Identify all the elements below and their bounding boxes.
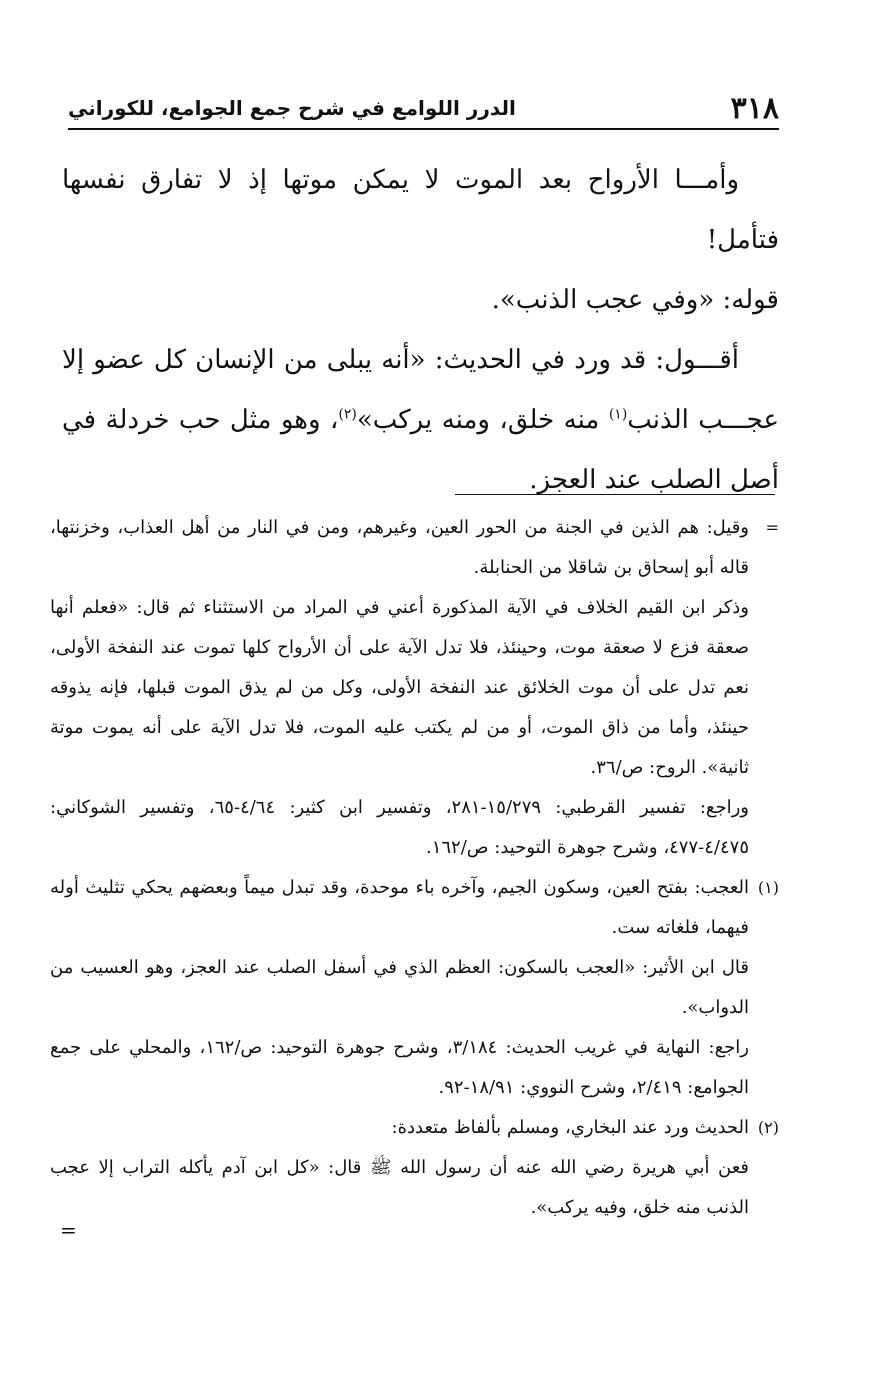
footnote-paragraph: فعن أبي هريرة رضي الله عنه أن رسول الله ﷺ قال: «كل ابن آدم يأكله التراب إلا عجب الذنب منه خلق، وفيه يركب». — [50, 1157, 749, 1218]
paragraph-text: ، وهو مثل حب خردلة في أصل الصلب عند العجز. — [62, 405, 779, 495]
footnote-paragraph: العجب: بفتح العين، وسكون الجيم، وآخره باء موحدة، وقد تبدل ميماً وبعضهم يحكي تثليث أوله فيهما، فلغاته ست. — [50, 877, 749, 938]
page-number: ٣١٨ — [730, 90, 779, 126]
paragraph-text: أقـــول: قد ورد في الحديث: «أنه يبلى من الإنسان كل عضو إلا عجـــب الذنب — [62, 345, 779, 435]
footnote-paragraph: الحديث ورد عند البخاري، ومسلم بألفاظ متعددة: — [391, 1117, 749, 1138]
footnote-reference: (١) — [608, 406, 628, 423]
paragraph: وأمـــا الأرواح بعد الموت لا يمكن موتها إذ لا تفارق نفسها فتأمل! — [62, 165, 779, 255]
continuation-marker: = — [765, 518, 779, 537]
footnote-reference: (٢) — [338, 406, 357, 423]
paragraph-text: منه خلق، ومنه يركب» — [356, 405, 609, 435]
footnote-paragraph: راجع: النهاية في غريب الحديث: ٣/١٨٤، وشرح جوهرة التوحيد: ص/١٦٢، والمحلي على جمع الجوامع: ٢/٤١٩، وشرح النووي: ١٨/٩١-٩٢. — [50, 1037, 749, 1098]
footnote-paragraph: وقيل: هم الذين في الجنة من الحور العين، وغيرهم، ومن في النار من أهل العذاب، وخزنتها، قاله أبو إسحاق بن شاقلا من الحنابلة. — [50, 517, 749, 578]
footnote-continuation — [50, 508, 779, 868]
running-title: الدرر اللوامع في شرح جمع الجوامع، للكوراني — [68, 96, 516, 120]
quoted-phrase: قوله: «وفي عجب الذنب». — [491, 285, 779, 315]
paragraph — [62, 330, 779, 510]
footnote-paragraph: قال ابن الأثير: «العجب بالسكون: العظم الذي في أسفل الصلب عند العجز، وهو العسيب من الدواب». — [50, 957, 749, 1018]
page-header — [68, 88, 779, 130]
footnote-paragraph: وذكر ابن القيم الخلاف في الآية المذكورة أعني في المراد من الاستثناء ثم قال: «فعلم أنها صعقة فزع لا صعقة موت، وحينئذ، فلا تدل الآية على أن الأرواح كلها تموت عند النفخة الأولى، نعم تدل على أن موت الخلائق عند النفخة الأولى، وكل من لم يذق الموت قبلها، فإنه يذوقه حينئذ، وأما من ذاق الموت، أو من لم يكتب عليه الموت، فلا تدل الآية على أنه يموت موتة ثانية». الروح: ص/٣٦. — [50, 597, 749, 778]
footnotes — [50, 508, 779, 1228]
footnote-marker: (٢) — [757, 1118, 779, 1137]
continued-marker: = — [60, 1218, 77, 1242]
footnote-2 — [50, 1108, 779, 1228]
footnote-separator — [455, 494, 775, 495]
main-text — [62, 150, 779, 510]
footnote-marker: (١) — [757, 878, 779, 897]
footnote-1 — [50, 868, 779, 1108]
footnote-paragraph: وراجع: تفسير القرطبي: ١٥/٢٧٩-٢٨١، وتفسير ابن كثير: ٤/٦٤-٦٥، وتفسير الشوكاني: ٤/٤٧٥-٤٧٧، وشرح جوهرة التوحيد: ص/١٦٢. — [50, 797, 749, 858]
